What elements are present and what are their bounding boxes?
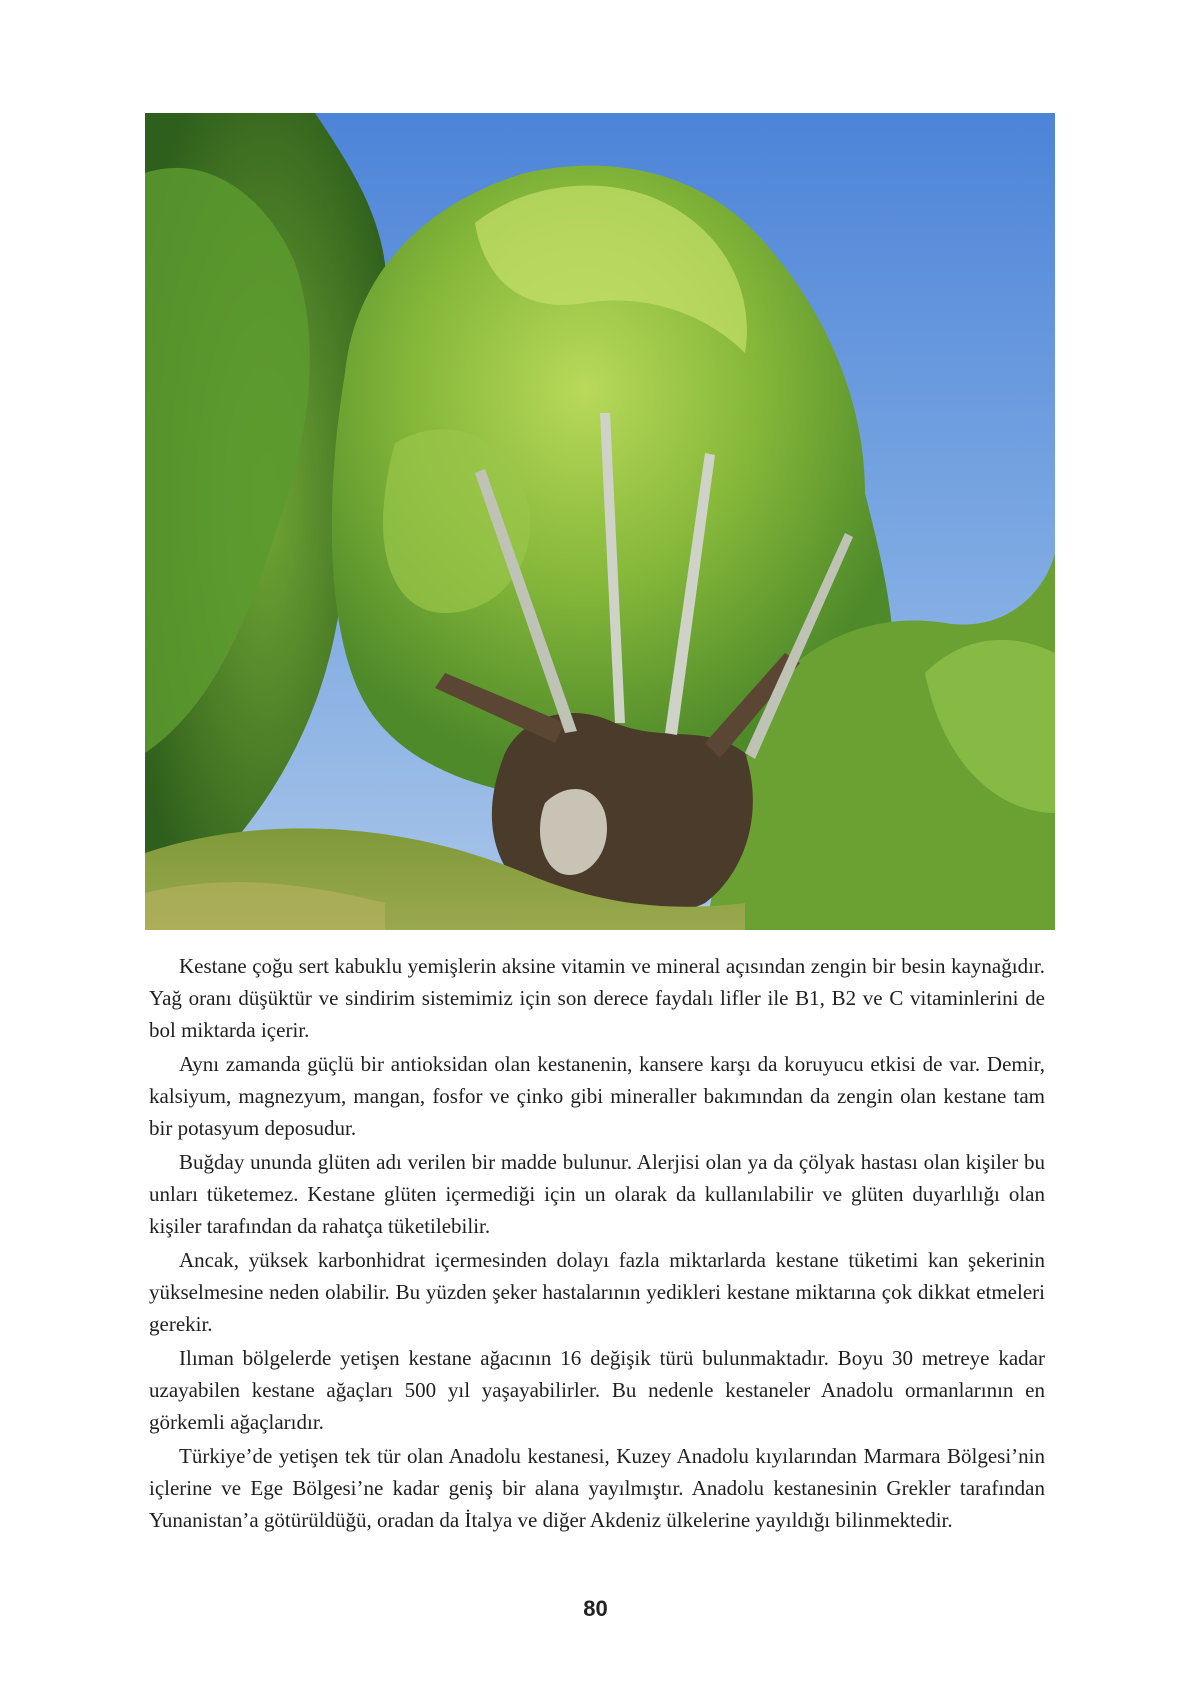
article-body	[149, 950, 1045, 1538]
paragraph-antioxidant: Aynı zamanda güçlü bir antioksidan olan kestanenin, kansere karşı da koruyucu etkisi de var. Demir, kalsiyum, magnezyum, mangan, fosfor ve çinko gibi mineraller bakımından da zengin olan kestane tam bir potasyum deposudur.	[149, 1052, 1045, 1140]
paragraph-nutrition: Kestane çoğu sert kabuklu yemişlerin aksine vitamin ve mineral açısından zengin bir besin kaynağıdır. Yağ oranı düşüktür ve sindirim sistemimiz için son derece faydalı lifler ile B1, B2 ve C vitaminlerini de bol miktarda içerir.	[149, 954, 1045, 1042]
chestnut-tree-photo	[145, 113, 1055, 930]
page-number: 80	[583, 1596, 608, 1621]
paragraph-carbohydrate: Ancak, yüksek karbonhidrat içermesinden dolayı fazla miktarlarda kestane tüketimi kan şekerinin yükselmesine neden olabilir. Bu yüzden şeker hastalarının yedikleri kestane miktarına çok dikkat etmeleri gerekir.	[149, 1248, 1045, 1336]
paragraph-species: Ilıman bölgelerde yetişen kestane ağacının 16 değişik türü bulunmaktadır. Boyu 30 metreye kadar uzayabilen kestane ağaçları 500 yıl yaşayabilirler. Bu nedenle kestaneler Anadolu ormanlarının en görkemli ağaçlarıdır.	[149, 1346, 1045, 1434]
paragraph-gluten: Buğday ununda glüten adı verilen bir madde bulunur. Alerjisi olan ya da çölyak hastası olan kişiler bu unları tüketemez. Kestane glüten içermediği için un olarak da kullanılabilir ve glüten duyarlılığı olan kişiler tarafından da rahatça tüketilebilir.	[149, 1150, 1045, 1238]
paragraph-distribution: Türkiye’de yetişen tek tür olan Anadolu kestanesi, Kuzey Anadolu kıyılarından Marmara Bölgesi’nin içlerine ve Ege Bölgesi’ne kadar geniş bir alana yayılmıştır. Anadolu kestanesinin Grekler tarafından Yunanistan’a götürüldüğü, oradan da İtalya ve diğer Akdeniz ülkelerine yayıldığı bilinmektedir.	[149, 1444, 1045, 1532]
tree-illustration	[145, 113, 1055, 930]
